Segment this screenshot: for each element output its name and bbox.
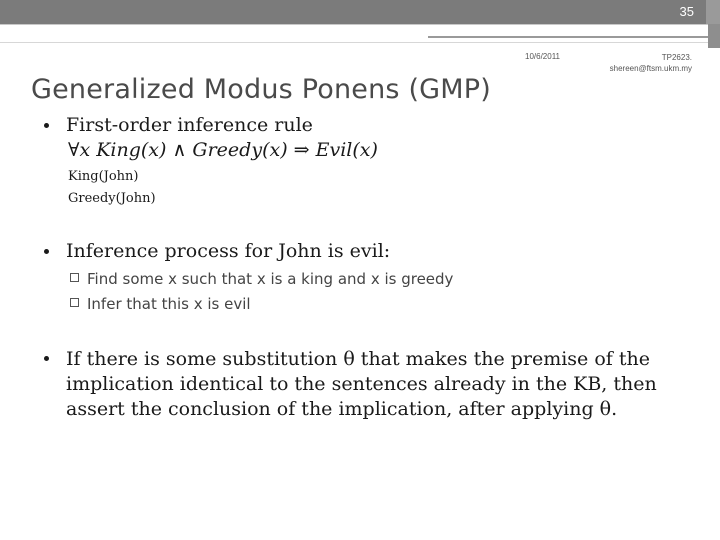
sub-item-1 [70,270,453,288]
bullet-dot [44,123,49,128]
slide-title: Generalized Modus Ponens (GMP) [31,74,492,105]
course-footer [572,52,692,74]
slide-date: 10/6/2011 [525,52,560,61]
square-bullet-icon [70,298,79,307]
sub-item-text: Find some x such that x is a king and x is greedy [87,270,454,288]
bullet-text: Inference process for John is evil: [66,240,391,262]
top-bar-accent [706,0,720,24]
sub-item-text: Infer that this x is evil [87,295,251,313]
bullet-text: First-order inference rule [66,114,313,136]
slide-number: 35 [679,4,694,19]
bullet-dot [44,249,49,254]
fact-king: King(John) [68,169,139,184]
header-rule-lower [0,42,720,43]
header-accent-rule [428,36,708,38]
sub-item-2 [70,295,251,313]
bullet-item-3-text: If there is some substitution θ that makes the premise of the implication identical to the sentences already in the KB, then assert the conclusion of the implication, after applying θ. [66,348,657,420]
header-rule [0,24,720,25]
fact-greedy: Greedy(John) [68,191,156,206]
author-email: shereen@ftsm.ukm.my [609,64,692,73]
corner-block [708,24,720,48]
top-bar [0,0,720,24]
inference-rule-formula: ∀x King(x) ∧ Greedy(x) ⇒ Evil(x) [68,139,378,161]
course-code: TP2623. [661,53,692,62]
bullet-dot [44,356,49,361]
square-bullet-icon [70,273,79,282]
